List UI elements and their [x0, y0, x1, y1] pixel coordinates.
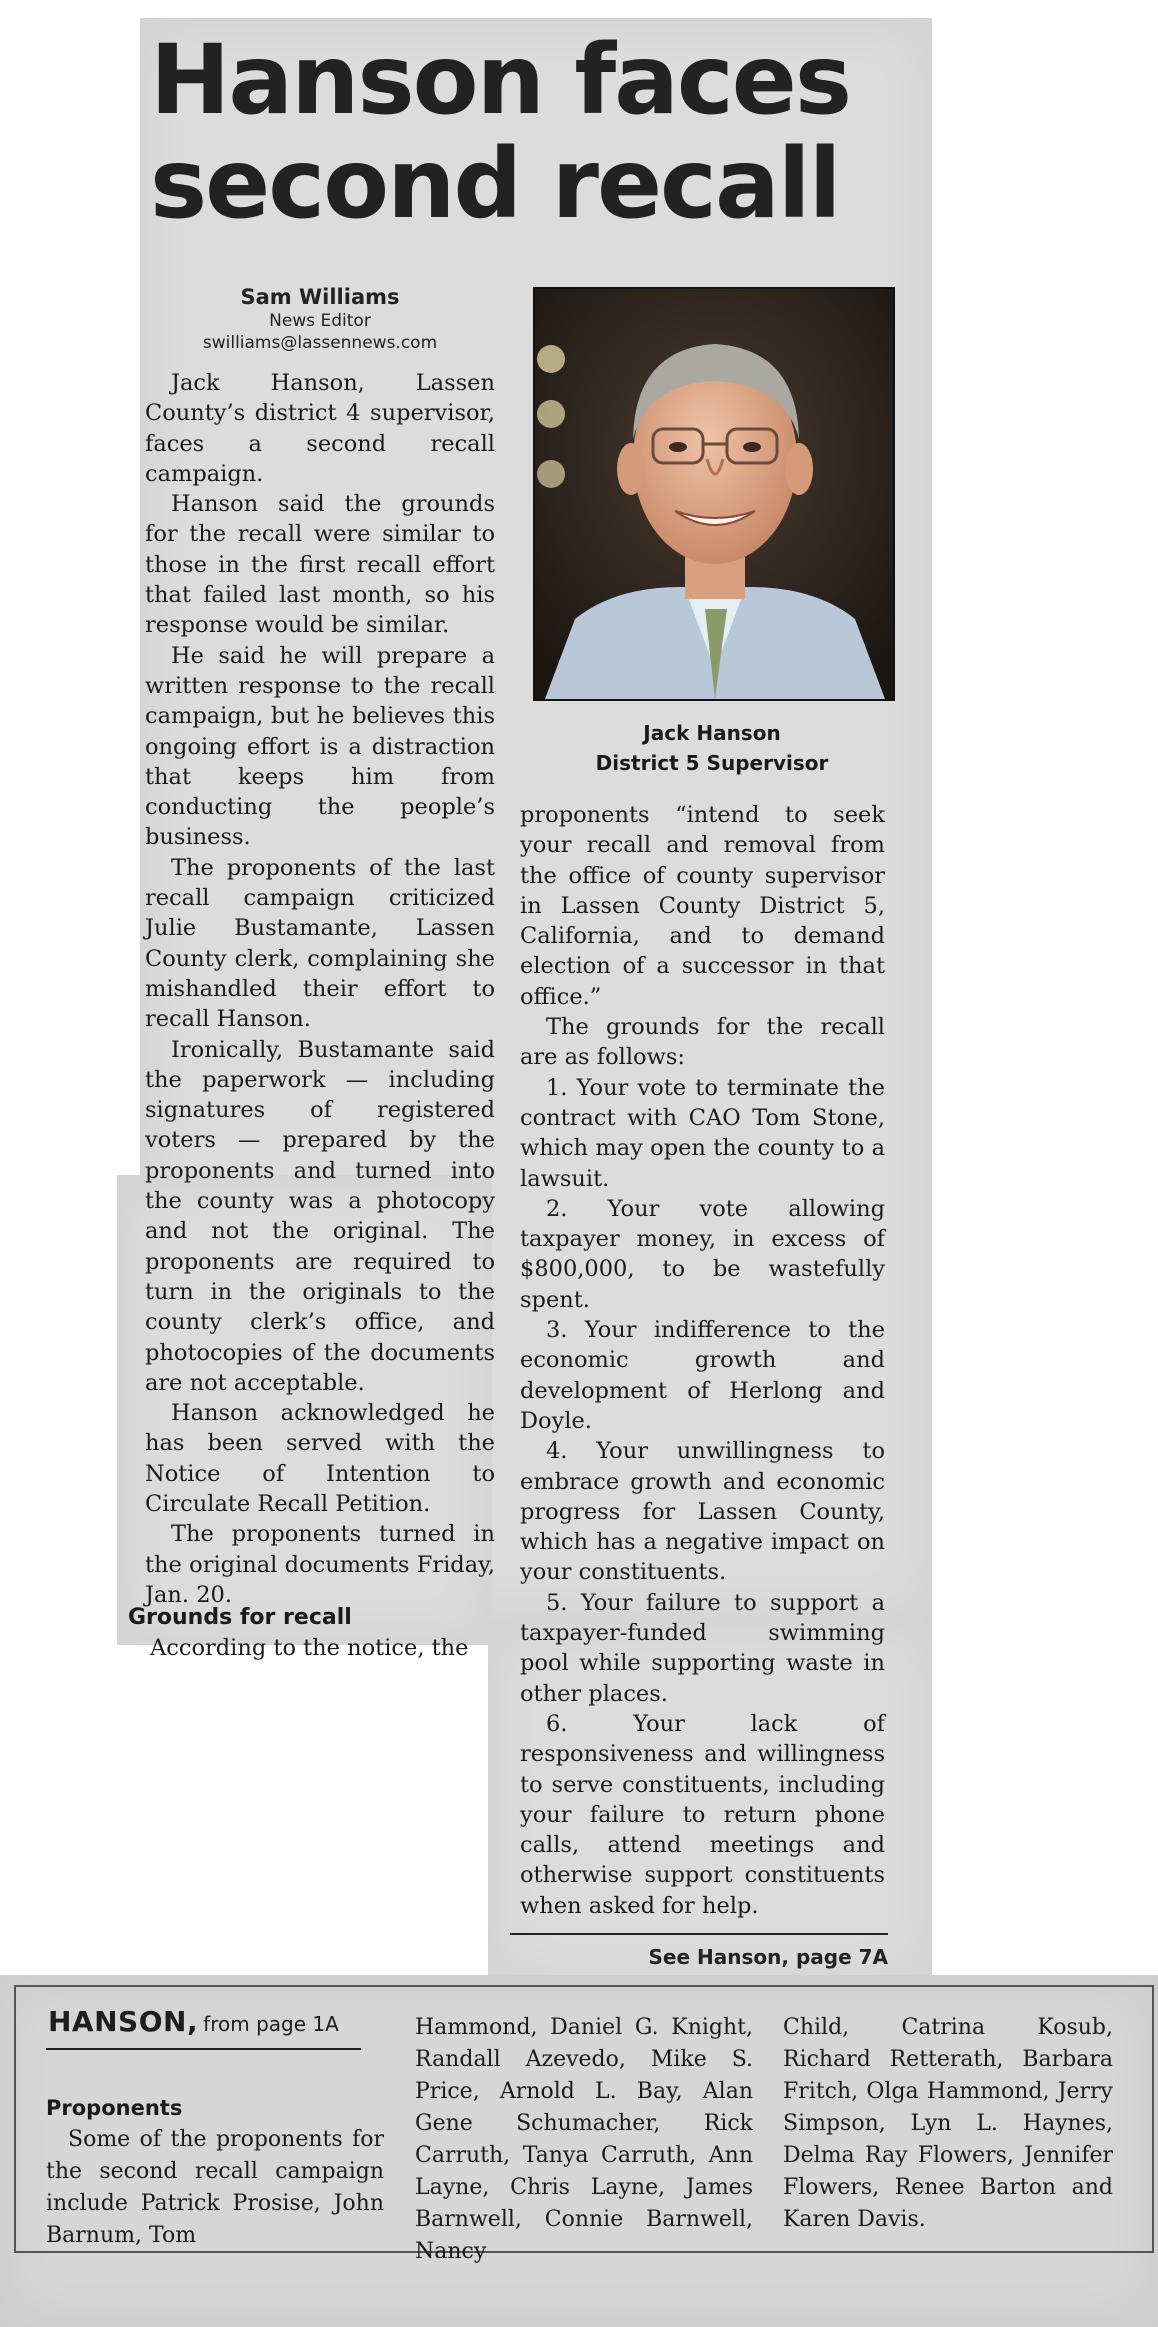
- headline: [150, 24, 910, 240]
- continuation-head: [48, 2005, 339, 2038]
- subhead-proponents: Proponents: [46, 2096, 183, 2120]
- continuation-col-3: [783, 2012, 1113, 2236]
- paragraph: Jack Hanson, Lassen County’s district 4 supervisor, faces a second recall campaign.: [145, 370, 495, 487]
- photo-caption-title: District 5 Supervisor: [595, 751, 829, 775]
- right-column: [520, 800, 885, 1921]
- byline-role: News Editor: [269, 311, 371, 331]
- photo-caption-name: Jack Hanson: [643, 721, 781, 745]
- jump-rule: [510, 1933, 888, 1935]
- byline-name: Sam Williams: [240, 285, 400, 309]
- left-column-subhead-block: [128, 1585, 490, 1664]
- list-item: 3. Your indifference to the economic growth and development of Herlong and Doyle.: [520, 1317, 885, 1434]
- byline: [145, 284, 495, 354]
- paragraph: Some of the proponents for the second recall campaign include Patrick Prosise, John Barnum, Tom: [46, 2127, 384, 2248]
- paragraph: Child, Catrina Kosub, Richard Retterath, Barbara Fritch, Olga Hammond, Jerry Simpson, Lyn L. Haynes, Delma Ray Flowers, Jennifer Flowers, Renee Barton and Karen Davis.: [783, 2015, 1113, 2232]
- paragraph: The proponents of the last recall campaign criticized Julie Bustamante, Lassen County clerk, complaining she mishandled their effort to recall Hanson.: [145, 854, 495, 1033]
- paragraph: The grounds for the recall are as follows:: [520, 1014, 885, 1071]
- paragraph: proponents “intend to seek your recall and removal from the office of county supervisor in Lassen County District 5, California, and to demand election of a successor in that office.”: [520, 802, 885, 1010]
- portrait-illustration: [535, 289, 893, 699]
- jump-line: See Hanson, page 7A: [648, 1945, 888, 1969]
- list-item: 2. Your vote allowing taxpayer money, in excess of $800,000, to be wastefully spent.: [520, 1195, 885, 1313]
- headline-line-2: second recall: [150, 128, 840, 240]
- paragraph: Ironically, Bustamante said the paperwork — including signatures of registered voters — prepared by the proponents and turned into the county was a photocopy and not the original. The proponents are required to turn in the originals to the county clerk’s office, and photocopies of the documents are not acceptable.: [145, 1036, 495, 1396]
- continuation-head-slug: HANSON,: [48, 2005, 199, 2038]
- paragraph: According to the notice, the: [150, 1635, 469, 1662]
- list-item: 1. Your vote to terminate the contract with CAO Tom Stone, which may open the county to a lawsuit.: [520, 1074, 885, 1192]
- paragraph: Hammond, Daniel G. Knight, Randall Azevedo, Mike S. Price, Arnold L. Bay, Alan Gene Schumacher, Rick Carruth, Tanya Carruth, Ann Layne, Chris Layne, James Barnwell, Connie Barnwell, Nancy: [415, 2015, 753, 2264]
- paragraph: He said he will prepare a written response to the recall campaign, but he believes this ongoing effort is a distraction that keeps him from conducting the people’s business.: [145, 642, 495, 851]
- paragraph: The proponents turned in the original documents Friday, Jan. 20.: [145, 1521, 495, 1608]
- paragraph: Hanson said the grounds for the recall were similar to those in the first recall effort that failed last month, so his response would be similar.: [145, 491, 495, 639]
- left-column: [145, 368, 495, 1610]
- continuation-head-from: from page 1A: [203, 2012, 339, 2036]
- list-item: 6. Your lack of responsiveness and willingness to serve constituents, including your failure to return phone calls, attend meetings and otherwise support constituents when asked for help.: [520, 1710, 885, 1919]
- jump-line-wrap: [510, 1945, 888, 1975]
- list-item: 5. Your failure to support a taxpayer-funded swimming pool while supporting waste in other places.: [520, 1589, 885, 1707]
- subhead-grounds: Grounds for recall: [128, 1605, 352, 1630]
- paragraph: Hanson acknowledged he has been served with the Notice of Intention to Circulate Recall Petition.: [145, 1400, 495, 1517]
- continuation-head-rule: [46, 2048, 361, 2050]
- portrait-photo: [533, 287, 895, 701]
- photo-caption: [533, 718, 891, 778]
- byline-email: swilliams@lassennews.com: [202, 333, 438, 353]
- headline-line-1: Hanson faces: [150, 24, 851, 136]
- continuation-col-2: [415, 2012, 753, 2268]
- blank-corner: [117, 1645, 487, 1985]
- continuation-col-1: [46, 2092, 384, 2252]
- list-item: 4. Your unwillingness to embrace growth and economic progress for Lassen County, which has a negative impact on your constituents.: [520, 1438, 885, 1586]
